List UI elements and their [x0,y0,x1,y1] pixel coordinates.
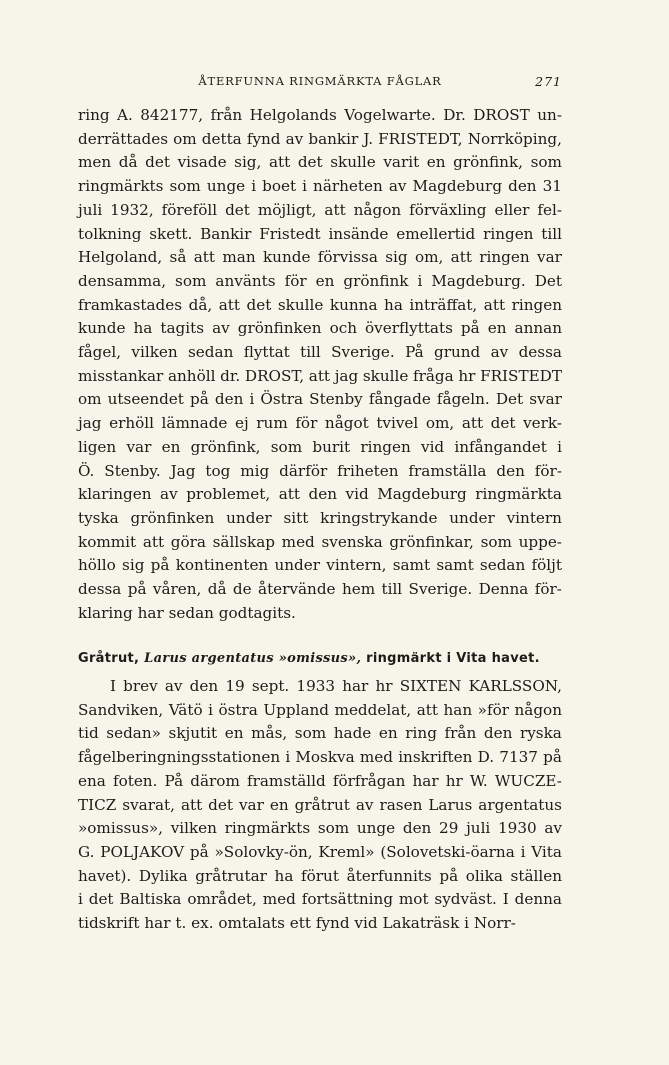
text-line: »omissus», vilken ringmärkts som unge den 29 juli 1930 av [78,819,562,838]
text-line: ena foten. På därom framställd förfrågan har hr W. WUCZE- [78,771,562,790]
text-line: dessa på våren, då de återvände hem till Sverige. Denna för- [78,580,562,599]
text-line: framkastades då, att det skulle kunna ha inträffat, att ringen [78,295,562,314]
text-line: G. POLJAKOV på »Solovky-ön, Kreml» (Solovetski-öarna i Vita [78,842,562,861]
text-line: jag erhöll lämnade ej rum för något tvivel om, att det verk- [78,414,562,433]
section-heading [78,651,562,666]
text-line: densamma, som använts för en grönfink i Magdeburg. Det [78,271,562,290]
page-number: 271 [535,74,562,89]
text-line: derrättades om detta fynd av bankir J. FRISTEDT, Norrköping, [78,129,562,148]
text-line: tyska grönfinken under sitt kringstrykande under vintern [78,508,562,527]
text-line: ring A. 842177, från Helgolands Vogelwarte. Dr. DROST un- [78,106,562,124]
text-line: kommit att göra sällskap med svenska grönfinkar, som uppe- [78,532,562,551]
heading-location: ringmärkt i Vita havet. [366,651,540,666]
text-line: fågelberingningsstationen i Moskva med inskriften D. 7137 på [78,748,562,767]
heading-species: Gråtrut, [78,651,140,666]
header-title: ÅTERFUNNA RINGMÄRKTA FÅGLAR [198,74,442,88]
text-line: i det Baltiska området, med fortsättning mot sydväst. I denna [78,890,562,909]
text-line: fågel, vilken sedan flyttat till Sverige. På grund av dessa [78,343,562,362]
text-line: tid sedan» skjutit en mås, som hade en ring från den ryska [78,724,562,743]
text-line: Sandviken, Vätö i östra Uppland meddelat, att han »för någon [78,700,562,719]
text-line: om utseendet på den i Östra Stenby fångade fågeln. Det svar [78,390,562,409]
text-line: klaring har sedan godtagits. [78,603,296,622]
text-line: I brev av den 19 sept. 1933 har hr SIXTEN KARLSSON, [110,677,562,695]
text-line: höllo sig på kontinenten under vintern, samt samt sedan följt [78,556,562,575]
paragraph-vita-havet [78,675,562,936]
text-line: tolkning skett. Bankir Fristedt insände emellertid ringen till [78,224,562,243]
text-line: havet). Dylika gråtrutar ha förut återfunnits på olika ställen [78,866,562,885]
text-line: klaringen av problemet, att den vid Magdeburg ringmärkta [78,485,562,504]
text-line: Ö. Stenby. Jag tog mig därför friheten framställa den för- [78,461,562,480]
text-line: TICZ svarat, att det var en gråtrut av rasen Larus argentatus [78,795,562,814]
heading-latin-name: Larus argentatus »omissus», [144,651,362,666]
text-line: kunde ha tagits av grönfinken och överflyttats på en annan [78,319,562,338]
text-line: ringmärkts som unge i boet i närheten av Magdeburg den 31 [78,177,562,196]
text-line: tidskrift har t. ex. omtalats ett fynd vid Lakaträsk i Norr- [78,914,516,933]
text-line: men då det visade sig, att det skulle varit en grönfink, som [78,153,562,172]
text-line: Helgoland, så att man kunde förvissa sig om, att ringen var [78,248,562,267]
paragraph-ringing-helgoland [78,104,562,625]
text-line: ligen var en grönfink, som burit ringen vid infångandet i [78,437,562,456]
text-line: juli 1932, föreföll det möjligt, att någon förväxling eller fel- [78,200,562,219]
text-line: misstankar anhöll dr. DROST, att jag skulle fråga hr FRISTEDT [78,366,562,385]
